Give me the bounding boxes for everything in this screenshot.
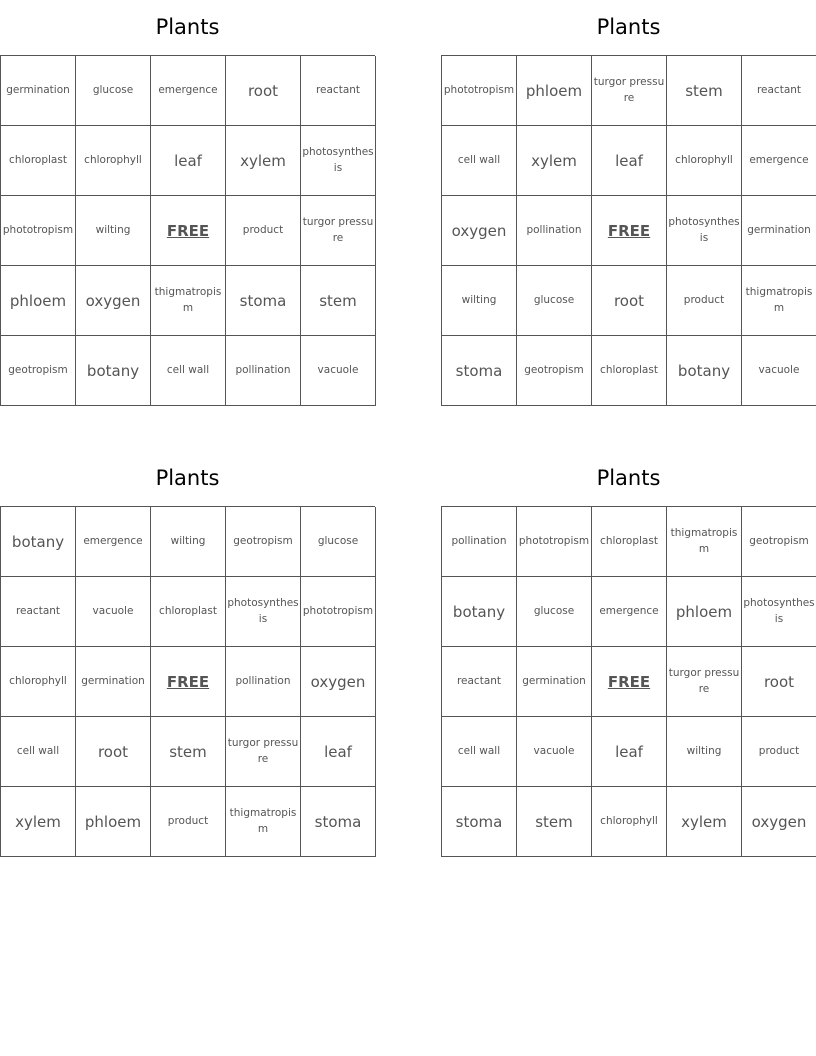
bingo-cell: oxygen xyxy=(76,266,151,336)
bingo-cell: photosynthesis xyxy=(742,577,816,647)
bingo-cell: oxygen xyxy=(301,647,376,717)
bingo-cell: phototropism xyxy=(517,507,592,577)
bingo-cell: root xyxy=(76,717,151,787)
bingo-cell: xylem xyxy=(667,787,742,857)
bingo-cell: geotropism xyxy=(1,336,76,406)
bingo-cell: thigmatropism xyxy=(742,266,816,336)
bingo-cell: vacuole xyxy=(742,336,816,406)
bingo-cell: botany xyxy=(667,336,742,406)
bingo-cell: wilting xyxy=(151,507,226,577)
bingo-cell: leaf xyxy=(151,126,226,196)
bingo-cell: pollination xyxy=(226,336,301,406)
bingo-cell: product xyxy=(226,196,301,266)
bingo-cell: geotropism xyxy=(226,507,301,577)
bingo-cell: root xyxy=(742,647,816,717)
bingo-cell: emergence xyxy=(151,56,226,126)
bingo-cell: chlorophyll xyxy=(592,787,667,857)
bingo-cell: reactant xyxy=(742,56,816,126)
bingo-cell: stoma xyxy=(226,266,301,336)
bingo-grid xyxy=(0,55,375,406)
bingo-cell: stoma xyxy=(301,787,376,857)
bingo-cell: geotropism xyxy=(742,507,816,577)
bingo-cell: xylem xyxy=(517,126,592,196)
bingo-cell: vacuole xyxy=(517,717,592,787)
bingo-cell: phototropism xyxy=(1,196,76,266)
bingo-cell: product xyxy=(151,787,226,857)
bingo-grid xyxy=(441,55,816,406)
bingo-grid xyxy=(0,506,375,857)
bingo-cell: cell wall xyxy=(442,126,517,196)
bingo-cell: emergence xyxy=(76,507,151,577)
bingo-cell: botany xyxy=(76,336,151,406)
bingo-cell: xylem xyxy=(1,787,76,857)
bingo-cell: germination xyxy=(76,647,151,717)
free-space: FREE xyxy=(151,196,226,266)
bingo-cell: cell wall xyxy=(442,717,517,787)
bingo-cell: chlorophyll xyxy=(1,647,76,717)
bingo-cell: chloroplast xyxy=(151,577,226,647)
bingo-cell: stem xyxy=(667,56,742,126)
bingo-grid xyxy=(441,506,816,857)
bingo-cell: glucose xyxy=(301,507,376,577)
bingo-cell: oxygen xyxy=(742,787,816,857)
bingo-cell: thigmatropism xyxy=(667,507,742,577)
bingo-cell: cell wall xyxy=(1,717,76,787)
bingo-cell: phloem xyxy=(1,266,76,336)
free-space: FREE xyxy=(151,647,226,717)
bingo-cell: germination xyxy=(1,56,76,126)
bingo-cell: leaf xyxy=(592,126,667,196)
bingo-cell: stem xyxy=(151,717,226,787)
bingo-cell: reactant xyxy=(1,577,76,647)
card-title: Plants xyxy=(155,15,220,39)
bingo-cell: reactant xyxy=(301,56,376,126)
bingo-cell: chloroplast xyxy=(592,336,667,406)
bingo-cell: pollination xyxy=(517,196,592,266)
bingo-cell: glucose xyxy=(517,577,592,647)
bingo-cell: vacuole xyxy=(301,336,376,406)
card-title: Plants xyxy=(155,466,220,490)
card-title: Plants xyxy=(596,15,661,39)
bingo-cell: phototropism xyxy=(301,577,376,647)
bingo-cell: product xyxy=(667,266,742,336)
bingo-cell: stoma xyxy=(442,787,517,857)
bingo-cell: wilting xyxy=(76,196,151,266)
free-space: FREE xyxy=(592,196,667,266)
bingo-cell: root xyxy=(592,266,667,336)
bingo-cell: photosynthesis xyxy=(667,196,742,266)
bingo-cell: cell wall xyxy=(151,336,226,406)
bingo-cell: leaf xyxy=(301,717,376,787)
bingo-cell: botany xyxy=(1,507,76,577)
bingo-cell: leaf xyxy=(592,717,667,787)
bingo-cell: phototropism xyxy=(442,56,517,126)
bingo-cell: emergence xyxy=(592,577,667,647)
bingo-cell: phloem xyxy=(76,787,151,857)
bingo-cell: turgor pressure xyxy=(226,717,301,787)
bingo-cell: turgor pressure xyxy=(592,56,667,126)
bingo-cell: phloem xyxy=(517,56,592,126)
bingo-cell: stem xyxy=(517,787,592,857)
bingo-cell: root xyxy=(226,56,301,126)
bingo-cell: vacuole xyxy=(76,577,151,647)
bingo-cell: photosynthesis xyxy=(226,577,301,647)
bingo-cell: thigmatropism xyxy=(226,787,301,857)
bingo-cell: chlorophyll xyxy=(667,126,742,196)
bingo-cell: reactant xyxy=(442,647,517,717)
bingo-cell: pollination xyxy=(442,507,517,577)
bingo-cell: stoma xyxy=(442,336,517,406)
bingo-cell: chlorophyll xyxy=(76,126,151,196)
bingo-cell: germination xyxy=(517,647,592,717)
bingo-cell: wilting xyxy=(442,266,517,336)
bingo-cell: emergence xyxy=(742,126,816,196)
bingo-cell: turgor pressure xyxy=(667,647,742,717)
bingo-cell: product xyxy=(742,717,816,787)
bingo-cell: germination xyxy=(742,196,816,266)
card-title: Plants xyxy=(596,466,661,490)
bingo-cell: botany xyxy=(442,577,517,647)
free-space: FREE xyxy=(592,647,667,717)
bingo-cell: photosynthesis xyxy=(301,126,376,196)
bingo-cell: geotropism xyxy=(517,336,592,406)
bingo-cell: glucose xyxy=(76,56,151,126)
bingo-cell: glucose xyxy=(517,266,592,336)
bingo-cell: turgor pressure xyxy=(301,196,376,266)
bingo-cell: stem xyxy=(301,266,376,336)
bingo-cell: xylem xyxy=(226,126,301,196)
bingo-cell: chloroplast xyxy=(592,507,667,577)
bingo-cell: phloem xyxy=(667,577,742,647)
bingo-cell: wilting xyxy=(667,717,742,787)
bingo-cell: chloroplast xyxy=(1,126,76,196)
bingo-cell: oxygen xyxy=(442,196,517,266)
bingo-cell: pollination xyxy=(226,647,301,717)
bingo-cell: thigmatropism xyxy=(151,266,226,336)
